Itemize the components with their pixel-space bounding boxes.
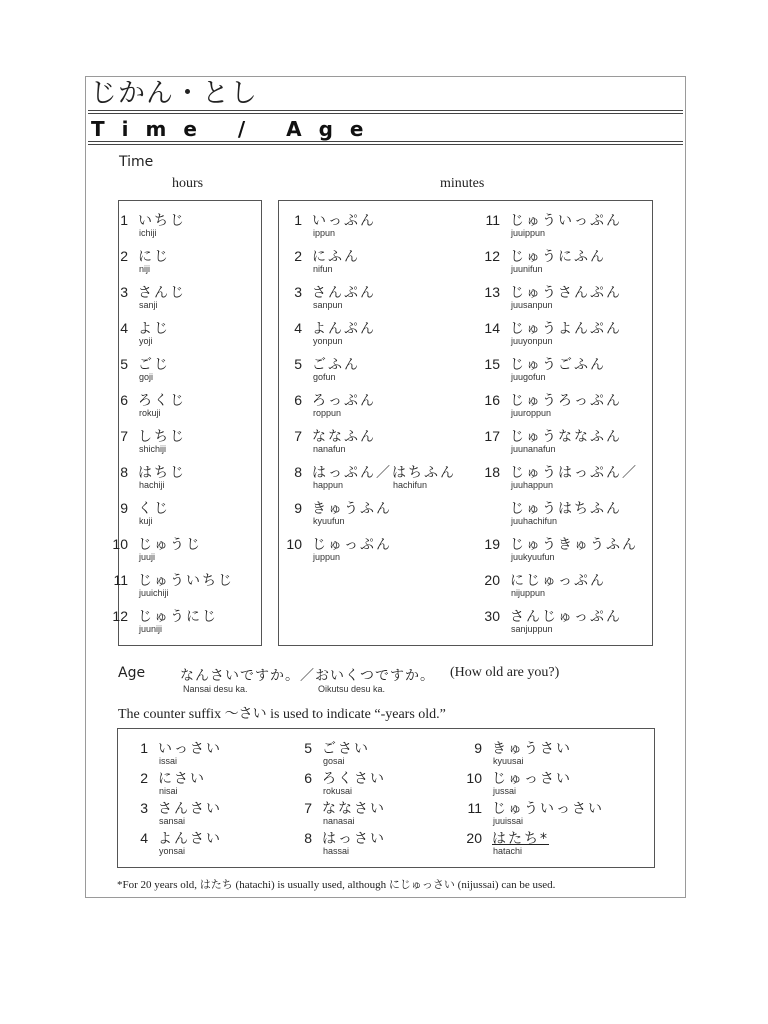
- page-title-english: Time / Age: [91, 117, 381, 141]
- entry-kana: いっぷん: [312, 213, 376, 229]
- entry-kana: はっぷん／はちふん: [312, 465, 456, 481]
- minute-entry: [478, 534, 653, 568]
- entry-romaji: juuroppun: [511, 408, 552, 418]
- hour-entry: [106, 354, 281, 388]
- entry-kana: じゅういっさい: [492, 801, 604, 817]
- entry-romaji: juuji: [139, 552, 156, 562]
- footnote: *For 20 years old, はたち (hatachi) is usually used, although にじゅっさい (nijussai) can be used.: [117, 879, 556, 891]
- entry-number: 2: [140, 770, 148, 786]
- entry-number: 8: [294, 464, 302, 480]
- entry-number: 11: [113, 572, 128, 588]
- entry-romaji: goji: [139, 372, 154, 382]
- entry-kana: いちじ: [138, 213, 186, 229]
- age-section-label: Age: [118, 665, 146, 681]
- entry-number: 7: [294, 428, 302, 444]
- entry-number: 7: [304, 800, 312, 816]
- minute-entry: [280, 282, 455, 316]
- minute-entry: [478, 570, 653, 604]
- minute-entry: [478, 246, 653, 280]
- entry-romaji: ippun: [313, 228, 336, 238]
- entry-romaji: juuhappun: [511, 480, 554, 490]
- minute-entry: [478, 390, 653, 424]
- entry-romaji: juppun: [313, 552, 341, 562]
- entry-number: 30: [484, 608, 500, 624]
- entry-kana: はっさい: [322, 831, 386, 847]
- entry-number: 12: [484, 248, 500, 264]
- age-entry: [290, 738, 465, 772]
- entry-romaji: sanji: [139, 300, 158, 310]
- entry-romaji: niji: [139, 264, 151, 274]
- entry-kana: さんさい: [158, 801, 222, 817]
- entry-romaji: juuippun: [511, 228, 546, 238]
- minute-entry: [280, 498, 455, 532]
- header-rule-top-2: [88, 113, 683, 114]
- entry-kana: よんさい: [158, 831, 222, 847]
- entry-romaji: ichiji: [139, 228, 157, 238]
- entry-kana: じゅうごふん: [510, 357, 606, 373]
- entry-romaji: juunanafun: [511, 444, 556, 454]
- minutes-column-header: minutes: [440, 176, 485, 191]
- minute-entry: [280, 318, 455, 352]
- entry-romaji: juuichiji: [139, 588, 169, 598]
- entry-kana: じゅういちじ: [138, 573, 234, 589]
- page-title-japanese: じかん・とし: [90, 78, 258, 109]
- entry-kana: はたち*: [492, 831, 549, 847]
- entry-romaji: kyuusai: [493, 756, 524, 766]
- counter-suffix-explanation: The counter suffix ～さい is used to indicate “-years old.”: [118, 707, 446, 722]
- entry-number: 10: [466, 770, 482, 786]
- entry-kana: さんぷん: [312, 285, 376, 301]
- entry-number: 3: [140, 800, 148, 816]
- hour-entry: [106, 498, 281, 532]
- entry-number: 6: [294, 392, 302, 408]
- entry-romaji: nijuppun: [511, 588, 546, 598]
- hours-column-header: hours: [172, 176, 204, 191]
- entry-romaji: kyuufun: [313, 516, 345, 526]
- minute-entry: [478, 354, 653, 388]
- header-rule-top: [88, 110, 683, 111]
- entry-number: 7: [120, 428, 128, 444]
- entry-number: 8: [304, 830, 312, 846]
- entry-kana: じゅうさんぷん: [510, 285, 622, 301]
- entry-kana: ごじ: [138, 357, 170, 373]
- entry-romaji: juuyonpun: [511, 336, 553, 346]
- hour-entry: [106, 246, 281, 280]
- entry-kana: にさい: [158, 771, 206, 787]
- hour-entry: [106, 606, 281, 640]
- entry-number: 20: [466, 830, 482, 846]
- minute-entry: [478, 498, 653, 532]
- entry-number: 4: [120, 320, 128, 336]
- age-question-english: (How old are you?): [450, 665, 560, 680]
- minute-entry: [280, 462, 455, 496]
- entry-romaji: issai: [159, 756, 178, 766]
- hour-entry: [106, 210, 281, 244]
- time-section-label: Time: [119, 154, 154, 170]
- entry-kana: じゅうよんぷん: [510, 321, 622, 337]
- entry-number: 6: [120, 392, 128, 408]
- entry-number: 9: [294, 500, 302, 516]
- entry-kana: じゅうにじ: [138, 609, 218, 625]
- entry-kana: にじ: [138, 249, 170, 265]
- minute-entry: [280, 534, 455, 568]
- entry-romaji: rokuji: [139, 408, 161, 418]
- age-entry: [126, 738, 301, 772]
- header-rule-bottom: [88, 141, 683, 142]
- entry-kana: よんぷん: [312, 321, 376, 337]
- entry-romaji: happun: [313, 480, 344, 490]
- entry-kana: じゅうろっぷん: [510, 393, 622, 409]
- entry-romaji: gofun: [313, 372, 336, 382]
- entry-kana: じゅっさい: [492, 771, 572, 787]
- entry-romaji: yoji: [139, 336, 153, 346]
- entry-romaji: juuissai: [493, 816, 524, 826]
- age-entry: [290, 768, 465, 802]
- minute-entry: [478, 318, 653, 352]
- entry-kana: じゅうはっぷん／: [510, 465, 638, 481]
- minute-entry: [280, 426, 455, 460]
- age-entry: [126, 768, 301, 802]
- entry-number: 5: [304, 740, 312, 756]
- age-question-japanese: なんさいですか。／おいくつですか。: [180, 668, 435, 684]
- entry-number: 15: [484, 356, 500, 372]
- age-entry: [460, 828, 635, 862]
- hour-entry: [106, 282, 281, 316]
- entry-kana: じゅういっぷん: [510, 213, 622, 229]
- entry-kana: ごさい: [322, 741, 370, 757]
- entry-kana: さんじゅっぷん: [510, 609, 622, 625]
- entry-kana: さんじ: [138, 285, 186, 301]
- hour-entry: [106, 318, 281, 352]
- entry-kana: にふん: [312, 249, 360, 265]
- entry-kana: じゅうにふん: [510, 249, 606, 265]
- minute-entry: [280, 210, 455, 244]
- entry-kana: じゅっぷん: [312, 537, 392, 553]
- hour-entry: [106, 462, 281, 496]
- entry-kana: じゅうきゅうふん: [510, 537, 638, 553]
- entry-number: 8: [120, 464, 128, 480]
- entry-number: 20: [484, 572, 500, 588]
- entry-number: 5: [294, 356, 302, 372]
- entry-romaji: sanjuppun: [511, 624, 553, 634]
- entry-number: 10: [112, 536, 128, 552]
- minute-entry: [478, 426, 653, 460]
- entry-romaji: juukyuufun: [511, 552, 555, 562]
- entry-romaji: juusanpun: [511, 300, 553, 310]
- hour-entry: [106, 534, 281, 568]
- age-entry: [460, 768, 635, 802]
- entry-number: 1: [140, 740, 148, 756]
- entry-romaji: yonpun: [313, 336, 343, 346]
- minute-entry: [280, 390, 455, 424]
- entry-number: 19: [484, 536, 500, 552]
- entry-kana: ななさい: [322, 801, 386, 817]
- entry-kana: じゅうじ: [138, 537, 202, 553]
- minute-entry: [280, 354, 455, 388]
- entry-romaji: juuhachifun: [511, 516, 558, 526]
- entry-number: 6: [304, 770, 312, 786]
- entry-romaji: rokusai: [323, 786, 353, 796]
- entry-number: 9: [120, 500, 128, 516]
- entry-kana: じゅうななふん: [510, 429, 622, 445]
- age-entry: [460, 738, 635, 772]
- entry-number: 16: [484, 392, 500, 408]
- entry-romaji: juunifun: [511, 264, 543, 274]
- entry-kana: ろくじ: [138, 393, 186, 409]
- entry-number: 18: [484, 464, 500, 480]
- entry-kana: はちじ: [138, 465, 186, 481]
- minute-entry: [478, 210, 653, 244]
- entry-number: 13: [484, 284, 500, 300]
- age-entry: [290, 798, 465, 832]
- entry-number: 3: [120, 284, 128, 300]
- entry-kana: きゅうふん: [312, 501, 392, 517]
- entry-romaji: nifun: [313, 264, 333, 274]
- hour-entry: [106, 570, 281, 604]
- entry-number: 2: [120, 248, 128, 264]
- entry-number: 4: [294, 320, 302, 336]
- entry-kana: しちじ: [138, 429, 186, 445]
- entry-romaji: roppun: [313, 408, 342, 418]
- age-entry: [126, 828, 301, 862]
- entry-number: 9: [474, 740, 482, 756]
- entry-romaji: hatachi: [493, 846, 523, 856]
- age-question-romaji-2: Oikutsu desu ka.: [318, 684, 386, 694]
- entry-romaji: sanpun: [313, 300, 343, 310]
- age-question-romaji-1: Nansai desu ka.: [183, 684, 248, 694]
- age-entry: [126, 798, 301, 832]
- entry-number: 5: [120, 356, 128, 372]
- entry-romaji-alt: hachifun: [393, 480, 428, 490]
- entry-kana: くじ: [138, 501, 170, 517]
- entry-romaji: juuniji: [139, 624, 163, 634]
- entry-number: 10: [286, 536, 302, 552]
- header-rule-bottom-2: [88, 144, 683, 145]
- entry-number: 11: [485, 212, 500, 228]
- entry-romaji: nisai: [159, 786, 178, 796]
- entry-romaji: yonsai: [159, 846, 186, 856]
- entry-number: 12: [112, 608, 128, 624]
- entry-number: 4: [140, 830, 148, 846]
- age-entry: [290, 828, 465, 862]
- entry-kana: ごふん: [312, 357, 360, 373]
- minute-entry: [478, 282, 653, 316]
- entry-number: 1: [294, 212, 302, 228]
- entry-kana: じゅうはちふん: [510, 501, 622, 517]
- hour-entry: [106, 390, 281, 424]
- entry-romaji: nanafun: [313, 444, 346, 454]
- entry-number: 14: [484, 320, 500, 336]
- entry-romaji: sansai: [159, 816, 186, 826]
- age-entry: [460, 798, 635, 832]
- entry-romaji: kuji: [139, 516, 153, 526]
- minute-entry: [478, 462, 653, 496]
- entry-kana: ろっぷん: [312, 393, 376, 409]
- entry-romaji: juugofun: [511, 372, 546, 382]
- entry-romaji: shichiji: [139, 444, 167, 454]
- entry-kana: いっさい: [158, 741, 222, 757]
- entry-kana: ろくさい: [322, 771, 386, 787]
- minute-entry: [280, 246, 455, 280]
- entry-romaji: jussai: [493, 786, 517, 796]
- entry-romaji: hachiji: [139, 480, 165, 490]
- entry-romaji: hassai: [323, 846, 350, 856]
- minute-entry: [478, 606, 653, 640]
- entry-number: 17: [484, 428, 500, 444]
- entry-number: 2: [294, 248, 302, 264]
- entry-kana: にじゅっぷん: [510, 573, 606, 589]
- entry-romaji: nanasai: [323, 816, 355, 826]
- entry-number: 3: [294, 284, 302, 300]
- entry-romaji: gosai: [323, 756, 345, 766]
- entry-number: 11: [467, 800, 482, 816]
- entry-kana: ななふん: [312, 429, 376, 445]
- entry-number: 1: [120, 212, 128, 228]
- hour-entry: [106, 426, 281, 460]
- entry-kana: よじ: [138, 321, 170, 337]
- entry-kana: きゅうさい: [492, 741, 572, 757]
